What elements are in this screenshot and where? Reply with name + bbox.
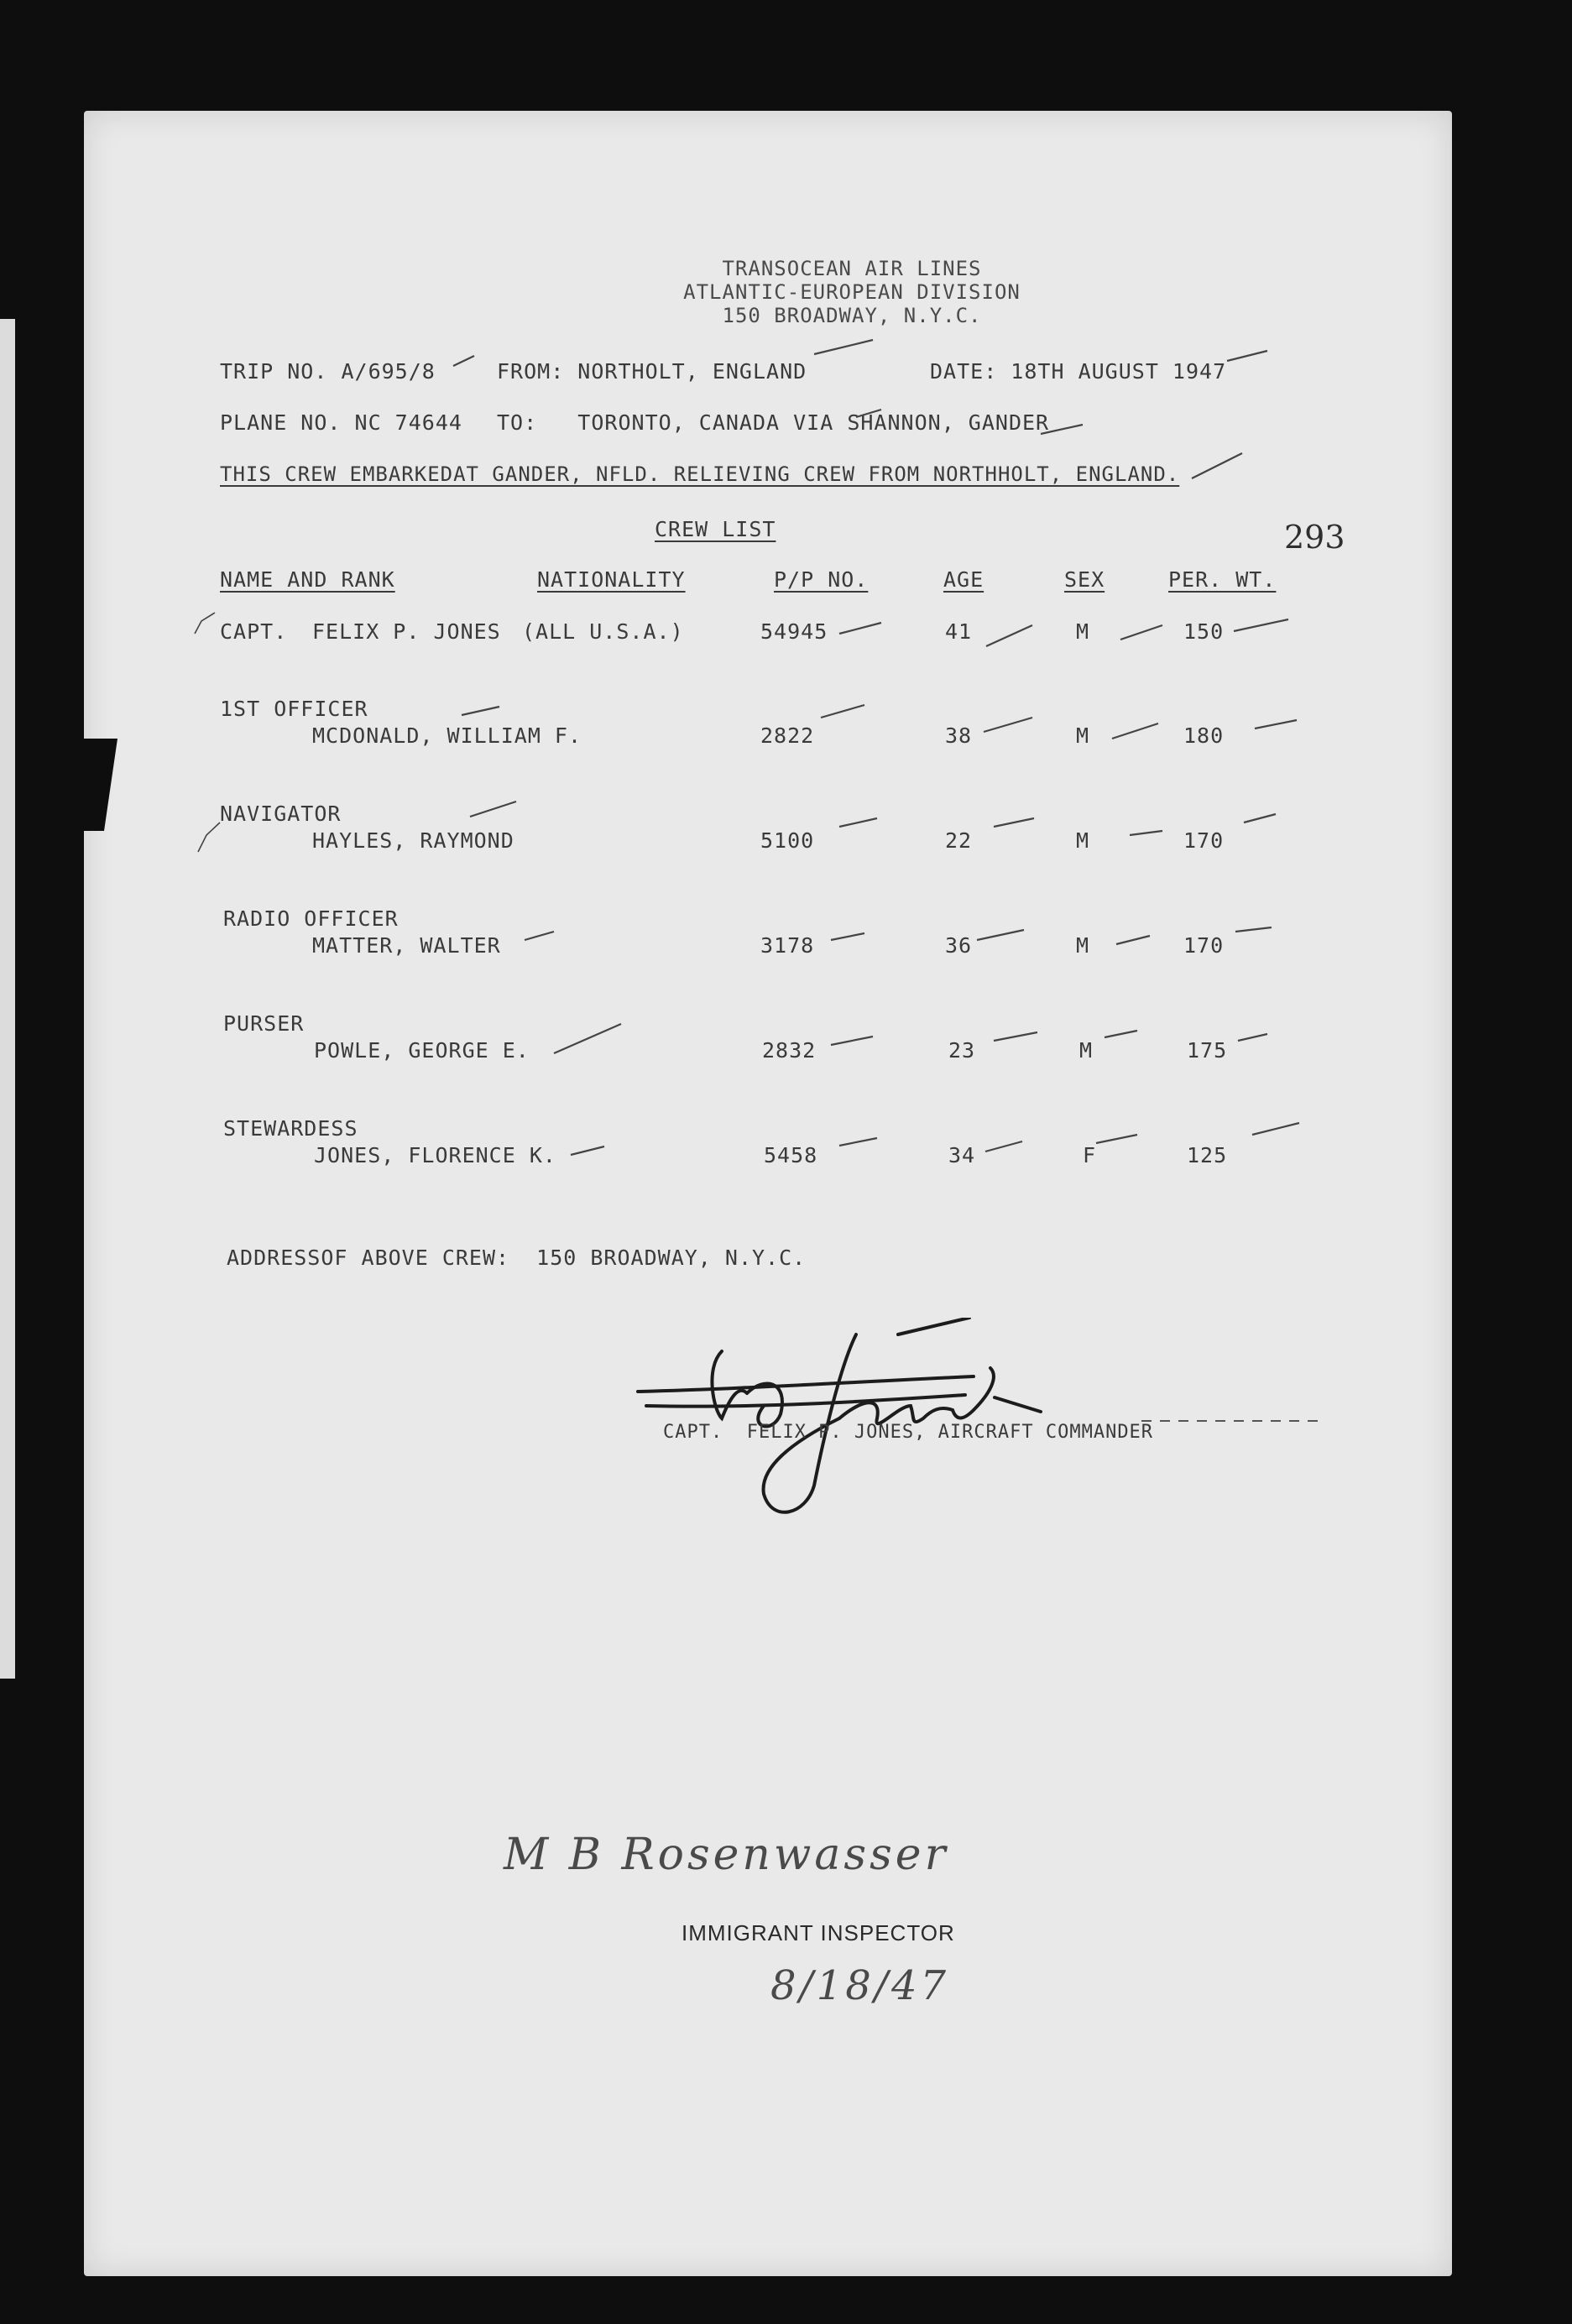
crew-sex: M bbox=[1076, 828, 1090, 853]
crew-rank: 1ST OFFICER bbox=[220, 697, 368, 721]
crew-pp-no: 2832 bbox=[762, 1038, 817, 1063]
plane-number: PLANE NO. NC 74644 bbox=[220, 410, 462, 435]
crew-weight: 150 bbox=[1183, 619, 1225, 644]
crew-sex: M bbox=[1076, 933, 1090, 958]
inspector-signature: M B Rosenwasser bbox=[504, 1830, 949, 1880]
crew-rank: PURSER bbox=[223, 1011, 305, 1036]
crew-age: 22 bbox=[945, 828, 973, 853]
crew-name: MATTER, WALTER bbox=[312, 933, 501, 958]
company-name: TRANSOCEAN AIR LINES bbox=[722, 257, 982, 280]
col-nationality: NATIONALITY bbox=[537, 567, 686, 592]
signature-line bbox=[1141, 1417, 1326, 1425]
col-pp-no: P/P NO. bbox=[774, 567, 869, 592]
crew-rank: STEWARDESS bbox=[223, 1116, 358, 1141]
col-weight: PER. WT. bbox=[1168, 567, 1277, 592]
crew-sex: F bbox=[1083, 1143, 1097, 1167]
crew-sex: M bbox=[1076, 723, 1090, 748]
crew-name: JONES, FLORENCE K. bbox=[314, 1143, 556, 1167]
crew-sex: M bbox=[1079, 1038, 1094, 1063]
crew-weight: 170 bbox=[1183, 933, 1225, 958]
signature-caption: CAPT. FELIX P. JONES, AIRCRAFT COMMANDER bbox=[663, 1422, 1154, 1443]
crew-weight: 175 bbox=[1187, 1038, 1228, 1063]
crew-pp-no: 3178 bbox=[760, 933, 815, 958]
trip-to: TO: TORONTO, CANADA VIA SHANNON, GANDER bbox=[497, 410, 1050, 435]
crew-pp-no: 54945 bbox=[760, 619, 828, 644]
crew-name: FELIX P. JONES bbox=[312, 619, 501, 644]
col-age: AGE bbox=[943, 567, 984, 592]
crew-weight: 125 bbox=[1187, 1143, 1228, 1167]
crew-age: 41 bbox=[945, 619, 973, 644]
crew-pp-no: 5100 bbox=[760, 828, 815, 853]
crew-name: MCDONALD, WILLIAM F. bbox=[312, 723, 582, 748]
crew-name: POWLE, GEORGE E. bbox=[314, 1038, 530, 1063]
crew-rank: CAPT. bbox=[220, 619, 288, 644]
crew-pp-no: 5458 bbox=[764, 1143, 818, 1167]
trip-number: TRIP NO. A/695/8 bbox=[220, 359, 436, 384]
inspector-date: 8/18/47 bbox=[770, 1962, 950, 2009]
col-name-rank: NAME AND RANK bbox=[220, 567, 395, 592]
trip-date: DATE: 18TH AUGUST 1947 bbox=[930, 359, 1227, 384]
crew-name: HAYLES, RAYMOND bbox=[312, 828, 514, 853]
inspector-title: IMMIGRANT INSPECTOR bbox=[682, 1920, 955, 1945]
crew-weight: 170 bbox=[1183, 828, 1225, 853]
crew-list-title: CREW LIST bbox=[655, 517, 776, 541]
crew-sex: M bbox=[1076, 619, 1090, 644]
page-number: 293 bbox=[1284, 519, 1345, 556]
crew-pp-no: 2822 bbox=[760, 723, 815, 748]
crew-weight: 180 bbox=[1183, 723, 1225, 748]
crew-age: 23 bbox=[948, 1038, 976, 1063]
crew-rank: RADIO OFFICER bbox=[223, 906, 399, 931]
crew-age: 34 bbox=[948, 1143, 976, 1167]
division-name: ATLANTIC-EUROPEAN DIVISION bbox=[683, 280, 1021, 304]
col-sex: SEX bbox=[1064, 567, 1105, 592]
crew-age: 38 bbox=[945, 723, 973, 748]
embark-note: THIS CREW EMBARKEDAT GANDER, NFLD. RELIEVING CREW FROM NORTHHOLT, ENGLAND. bbox=[220, 462, 1180, 486]
crew-nationality: (ALL U.S.A.) bbox=[522, 619, 684, 644]
crew-rank: NAVIGATOR bbox=[220, 802, 342, 826]
company-address: 150 BROADWAY, N.Y.C. bbox=[722, 304, 982, 327]
crew-address: ADDRESSOF ABOVE CREW: 150 BROADWAY, N.Y.C. bbox=[227, 1246, 807, 1270]
trip-from: FROM: NORTHOLT, ENGLAND bbox=[497, 359, 807, 384]
crew-age: 36 bbox=[945, 933, 973, 958]
